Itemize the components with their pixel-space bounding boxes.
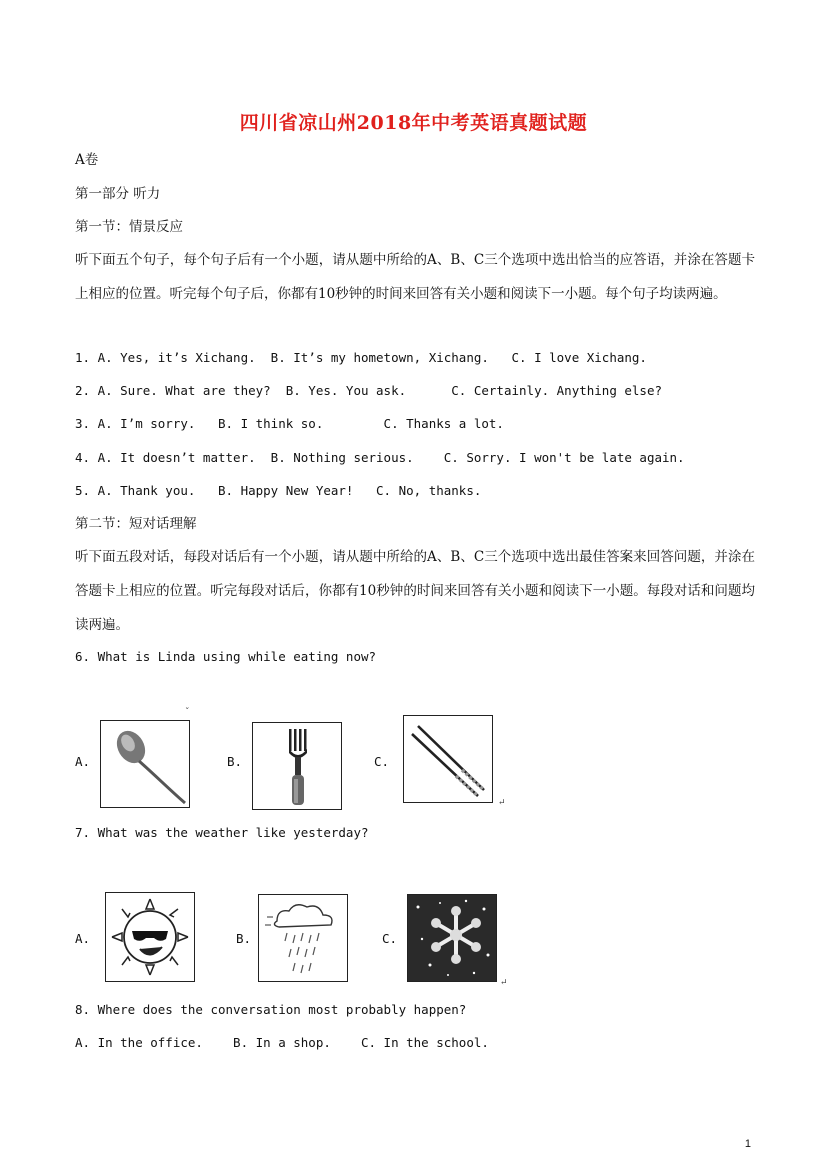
- section2-heading: 第二节：短对话理解: [75, 516, 197, 532]
- page-number: 1: [744, 1138, 751, 1150]
- fork-image: [252, 722, 342, 810]
- chopsticks-image: [403, 715, 493, 803]
- spoon-image: [100, 720, 190, 808]
- q6-option-b-label: B.: [227, 754, 243, 769]
- part-heading: 第一部分 听力: [75, 186, 161, 202]
- question-3: 3. A. I’m sorry. B. I think so. C. Thanks a lot.: [75, 416, 504, 431]
- question-8-options: A. In the office. B. In a shop. C. In the school.: [75, 1035, 489, 1050]
- question-8: 8. Where does the conversation most probably happen?: [75, 1002, 467, 1017]
- section1-instructions: 听下面五个句子，每个句子后有一个小题，请从题中所给的A、B、C三个选项中选出恰当的应答语，并涂在答题卡上相应的位置。听完每个句子后，你都有10秒钟的时间来回答有关小题和阅读下一小题。每个句子均读两遍。: [75, 252, 755, 302]
- section2-instructions: 听下面五段对话，每段对话后有一个小题，请从题中所给的A、B、C三个选项中选出最佳答案来回答问题，并涂在答题卡上相应的位置。听完每段对话后，你都有10秒钟的时间来回答有关小题和阅读下一小题。每段对话和问题均读两遍。: [75, 549, 755, 633]
- question-1: 1. A. Yes, it’s Xichang. B. It’s my hometown, Xichang. C. I love Xichang.: [75, 350, 647, 365]
- question-6: 6. What is Linda using while eating now?: [75, 649, 377, 664]
- page-title: 四川省凉山州2018年中考英语真题试题: [239, 112, 588, 134]
- rain-cloud-image: [258, 894, 348, 982]
- q6-option-a-label: A.: [75, 754, 91, 769]
- volume-label: A卷: [75, 152, 99, 168]
- sun-with-sunglasses-image: [105, 892, 195, 982]
- question-7: 7. What was the weather like yesterday?: [75, 825, 369, 840]
- question-5: 5. A. Thank you. B. Happy New Year! C. No, thanks.: [75, 483, 482, 498]
- q7-option-c-label: C.: [382, 931, 398, 946]
- section1-heading: 第一节：情景反应: [75, 219, 183, 235]
- question-2: 2. A. Sure. What are they? B. Yes. You ask. C. Certainly. Anything else?: [75, 383, 662, 398]
- q7-option-b-label: B.: [236, 931, 252, 946]
- q7-option-a-label: A.: [75, 931, 91, 946]
- q6-option-c-label: C.: [374, 754, 390, 769]
- question-4: 4. A. It doesn’t matter. B. Nothing serious. C. Sorry. I won't be late again.: [75, 450, 685, 465]
- snowflake-image: [407, 894, 497, 982]
